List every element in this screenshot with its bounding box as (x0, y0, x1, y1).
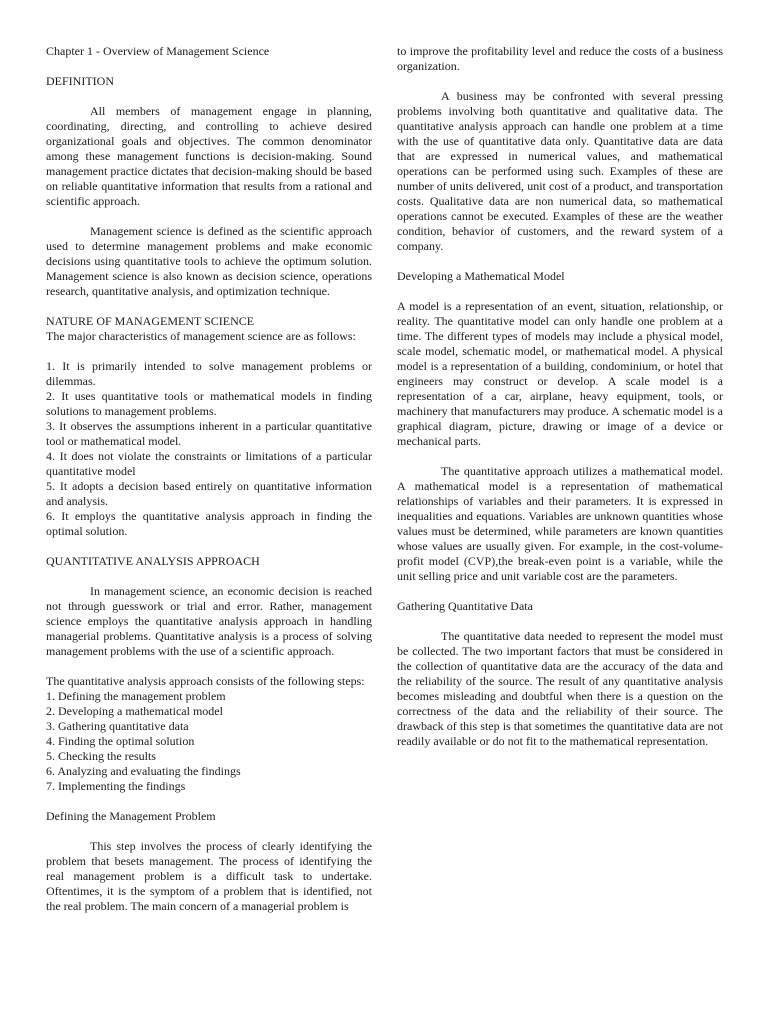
defining-paragraph-1: This step involves the process of clearly identifying the problem that besets management. The process of identifying the real management problem is a difficult task to undertake. Oftentimes, it is the symptom of a problem that is identified, not the real problem. The main concern of a managerial problem is (46, 839, 372, 913)
list-item: 6. It employs the quantitative analysis approach in finding the optimal solution. (46, 509, 372, 538)
model-paragraph-1: A model is a representation of an event, situation, relationship, or reality. The quantitative model can only handle one problem at a time. The different types of models may include a physical model, scale model, schematic model, or mathematical model. A physical model is a representation of a building, condominium, or hotel that engineers may construct or develop. A scale model is a representation of a car, airplane, heavy equipment, tools, or machinery that manufacturers may produce. A schematic model is a graphical diagram, picture, drawing or image of a device or mechanical parts. (397, 299, 723, 448)
list-item: 7. Implementing the findings (46, 779, 186, 793)
gathering-heading: Gathering Quantitative Data (397, 599, 533, 613)
list-item: 3. It observes the assumptions inherent in a particular quantitative tool or mathematical model. (46, 419, 372, 448)
list-item: 2. Developing a mathematical model (46, 704, 223, 718)
list-item: 3. Gathering quantitative data (46, 719, 189, 733)
list-item: 4. Finding the optimal solution (46, 734, 195, 748)
model-paragraph-2: The quantitative approach utilizes a mathematical model. A mathematical model is a representation of mathematical relationships of variables and their parameters. It is expressed in inequalities and equations. Variables are unknown quantities whose values must be determined, while parameters are known quantities whose values are usually given. For example, in the cost-volume-profit model (CVP),the break-even point is a variable, while the unit selling price and unit variable cost are the parameters. (397, 464, 723, 583)
qa-steps-list (46, 689, 372, 794)
list-item: 4. It does not violate the constraints or limitations of a particular quantitative model (46, 449, 372, 478)
definition-paragraph-1: All members of management engage in planning, coordinating, directing, and controlling to achieve desired organizational goals and objectives. The common denominator among these management functions is decision-making. Sound management practice dictates that decision-making should be based on reliable quantitative information that results from a rational and scientific approach. (46, 104, 372, 208)
definition-heading: DEFINITION (46, 74, 114, 88)
nature-heading: NATURE OF MANAGEMENT SCIENCE (46, 314, 255, 328)
nature-intro: The major characteristics of management science are as follows: (46, 329, 356, 343)
right-column (397, 44, 723, 749)
business-paragraph: A business may be confronted with several pressing problems involving both quantitative and qualitative data. The quantitative analysis approach can handle one problem at a time with the use of quantitative data only. Quantitative data are data that are expressed in numerical values, and mathematical operations can be performed using such. Examples of these are number of units delivered, unit cost of a product, and transportation costs. Qualitative data are non numerical data, so mathematical operations cannot be executed. Examples of these are the weather condition, behavior of customers, and the reward system of a company. (397, 89, 723, 253)
left-column (46, 44, 372, 914)
model-heading: Developing a Mathematical Model (397, 269, 565, 283)
nature-list (46, 359, 372, 539)
qa-heading: QUANTITATIVE ANALYSIS APPROACH (46, 554, 260, 568)
list-item: 5. It adopts a decision based entirely on quantitative information and analysis. (46, 479, 372, 508)
gathering-paragraph: The quantitative data needed to represent the model must be collected. The two important factors that must be considered in the collection of quantitative data are the accuracy of the data and the reliability of the source. The result of any quantitative analysis becomes misleading and doubtful when there is a question on the correctness of the data and the reliability of their source. The drawback of this step is that sometimes the quantitative data are not readily available or do not fit to the mathematical representation. (397, 629, 723, 748)
list-item: 2. It uses quantitative tools or mathematical models in finding solutions to management problems. (46, 389, 372, 418)
qa-paragraph-1: In management science, an economic decision is reached not through guesswork or trial and error. Rather, management science employs the quantitative analysis approach in handling managerial problems. Quantitative analysis is a process of solving management problems with the use of a scientific approach. (46, 584, 372, 658)
qa-steps-intro: The quantitative analysis approach consists of the following steps: (46, 674, 365, 688)
list-item: 5. Checking the results (46, 749, 156, 763)
defining-paragraph-continued: to improve the profitability level and reduce the costs of a business organization. (397, 44, 723, 73)
list-item: 6. Analyzing and evaluating the findings (46, 764, 241, 778)
chapter-title: Chapter 1 - Overview of Management Science (46, 44, 270, 58)
defining-heading: Defining the Management Problem (46, 809, 216, 823)
list-item: 1. It is primarily intended to solve management problems or dilemmas. (46, 359, 372, 388)
list-item: 1. Defining the management problem (46, 689, 226, 703)
definition-paragraph-2: Management science is defined as the scientific approach used to determine management problems and make economic decisions using quantitative tools to achieve the optimum solution. Management science is also known as decision science, operations research, quantitative analysis, and optimization technique. (46, 224, 372, 298)
